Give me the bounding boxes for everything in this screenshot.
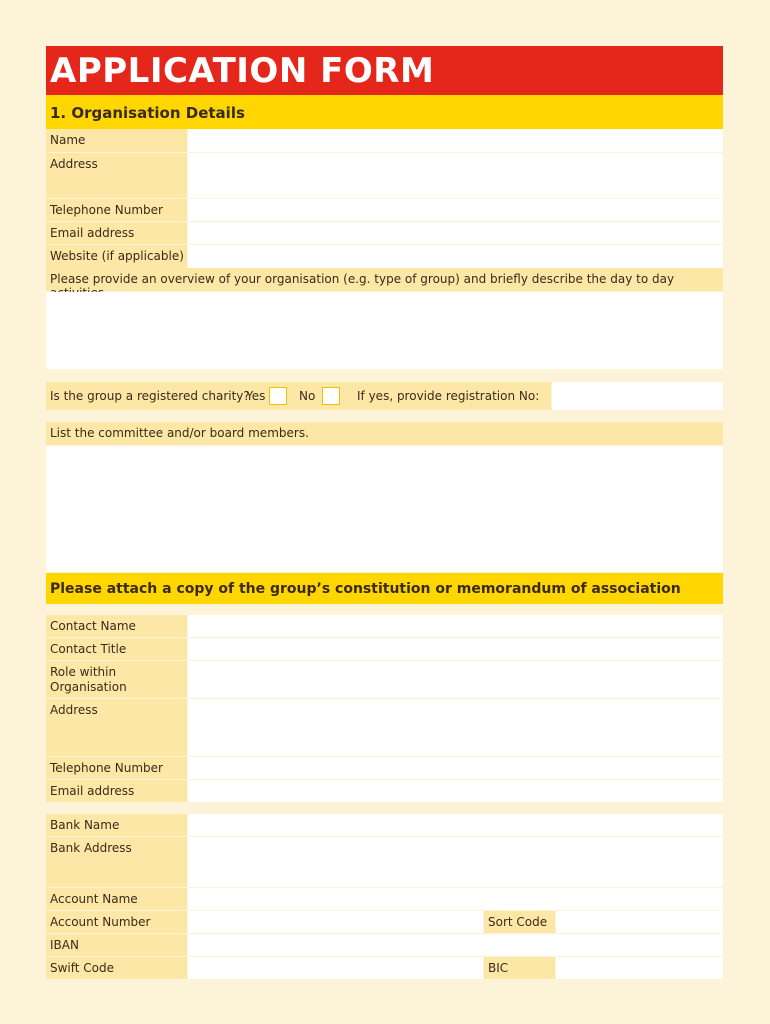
account-number-field[interactable] (188, 911, 483, 933)
account-name-label: Account Name (46, 888, 187, 910)
telephone-field[interactable] (188, 199, 723, 221)
email-label: Email address (46, 222, 187, 244)
role-label: Role within Organisation (46, 661, 187, 698)
swift-code-label: Swift Code (46, 957, 187, 979)
contact-email-label: Email address (46, 780, 187, 802)
sort-code-field[interactable] (556, 911, 723, 933)
contact-title-label: Contact Title (46, 638, 187, 660)
contact-email-field[interactable] (188, 780, 723, 802)
form-title: APPLICATION FORM (46, 46, 723, 95)
bank-address-label: Bank Address (46, 837, 187, 887)
sort-code-label: Sort Code (484, 911, 555, 933)
charity-question-row (46, 382, 551, 410)
charity-question-label: Is the group a registered charity? (50, 389, 250, 403)
bank-address-field[interactable] (188, 837, 723, 887)
yes-checkbox[interactable] (269, 387, 287, 405)
contact-address-field[interactable] (188, 699, 723, 756)
iban-field[interactable] (188, 934, 723, 956)
name-label: Name (46, 129, 187, 152)
no-label: No (299, 389, 316, 403)
iban-label: IBAN (46, 934, 187, 956)
contact-telephone-label: Telephone Number (46, 757, 187, 779)
bic-label: BIC (484, 957, 555, 979)
contact-name-label: Contact Name (46, 615, 187, 637)
section-organisation-details-heading: 1. Organisation Details (46, 95, 723, 129)
telephone-label: Telephone Number (46, 199, 187, 221)
address-label: Address (46, 153, 187, 198)
account-name-field[interactable] (188, 888, 723, 910)
constitution-heading: Please attach a copy of the group’s constitution or memorandum of association (46, 573, 723, 604)
contact-name-field[interactable] (188, 615, 723, 637)
contact-telephone-field[interactable] (188, 757, 723, 779)
registration-label: If yes, provide registration No: (357, 389, 540, 403)
bic-field[interactable] (556, 957, 723, 979)
account-number-label: Account Number (46, 911, 187, 933)
committee-textarea[interactable] (46, 446, 723, 572)
committee-prompt: List the committee and/or board members. (46, 422, 723, 445)
address-field[interactable] (188, 153, 723, 198)
contact-address-label: Address (46, 699, 187, 756)
overview-textarea[interactable] (46, 292, 723, 369)
bank-name-field[interactable] (188, 814, 723, 836)
website-field[interactable] (188, 245, 723, 268)
yes-label: Yes (246, 389, 266, 403)
website-label: Website (if applicable) (46, 245, 187, 268)
no-checkbox[interactable] (322, 387, 340, 405)
bank-name-label: Bank Name (46, 814, 187, 836)
role-field[interactable] (188, 661, 723, 698)
registration-number-field[interactable] (552, 382, 723, 410)
swift-code-field[interactable] (188, 957, 483, 979)
overview-prompt: Please provide an overview of your organisation (e.g. type of group) and briefly describe the day to day (46, 268, 723, 291)
name-field[interactable] (188, 129, 723, 152)
contact-title-field[interactable] (188, 638, 723, 660)
email-field[interactable] (188, 222, 723, 244)
